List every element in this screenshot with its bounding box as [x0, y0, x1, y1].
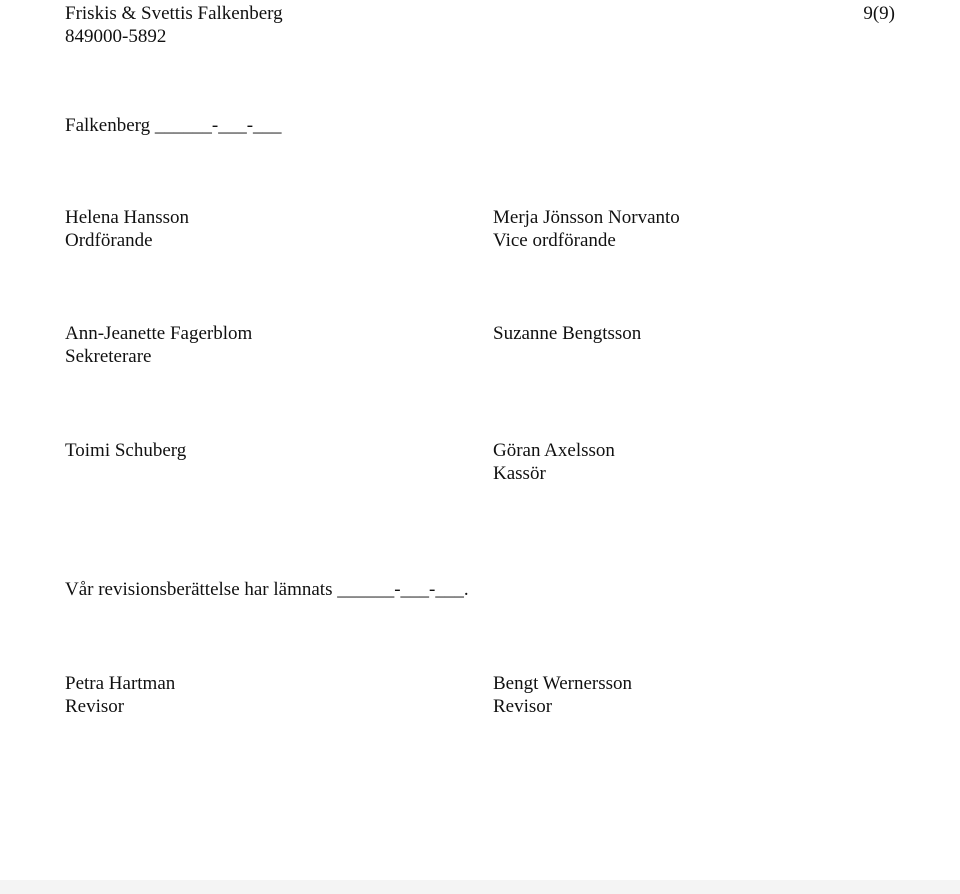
signatory-role: Ordförande: [65, 230, 153, 251]
signatory-block: [493, 206, 680, 252]
signatory-role: Kassör: [493, 463, 546, 484]
auditor-role: Revisor: [493, 696, 553, 717]
header-org-block: [65, 2, 283, 48]
signatory-name: Suzanne Bengtsson: [493, 323, 642, 344]
page-number: 9(9): [863, 3, 895, 24]
signatory-name: Ann-Jeanette Fagerblom: [65, 323, 253, 344]
signatory-name: Merja Jönsson Norvanto: [493, 207, 680, 228]
org-name: Friskis & Svettis Falkenberg: [65, 3, 283, 24]
place-date-line: Falkenberg ______-___-___: [65, 115, 282, 136]
auditor-block: [65, 672, 175, 718]
audit-statement: Vår revisionsberättelse har lämnats ______-___-___.: [65, 579, 469, 600]
signatory-name: Toimi Schuberg: [65, 440, 187, 461]
signatory-name: Helena Hansson: [65, 207, 189, 228]
auditor-block: [493, 672, 632, 718]
signatory-block: [65, 439, 186, 462]
auditor-name: Bengt Wernersson: [493, 673, 633, 694]
auditor-name: Petra Hartman: [65, 673, 176, 694]
org-number: 849000-5892: [65, 26, 167, 47]
signatory-block: [493, 322, 641, 345]
signatory-role: Vice ordförande: [493, 230, 616, 251]
auditor-role: Revisor: [65, 696, 125, 717]
page-bottom-edge: [0, 880, 960, 894]
signatory-block: [493, 439, 615, 485]
signatory-name: Göran Axelsson: [493, 440, 615, 461]
signatory-block: [65, 322, 252, 368]
signatory-block: [65, 206, 189, 252]
signatory-role: Sekreterare: [65, 346, 152, 367]
